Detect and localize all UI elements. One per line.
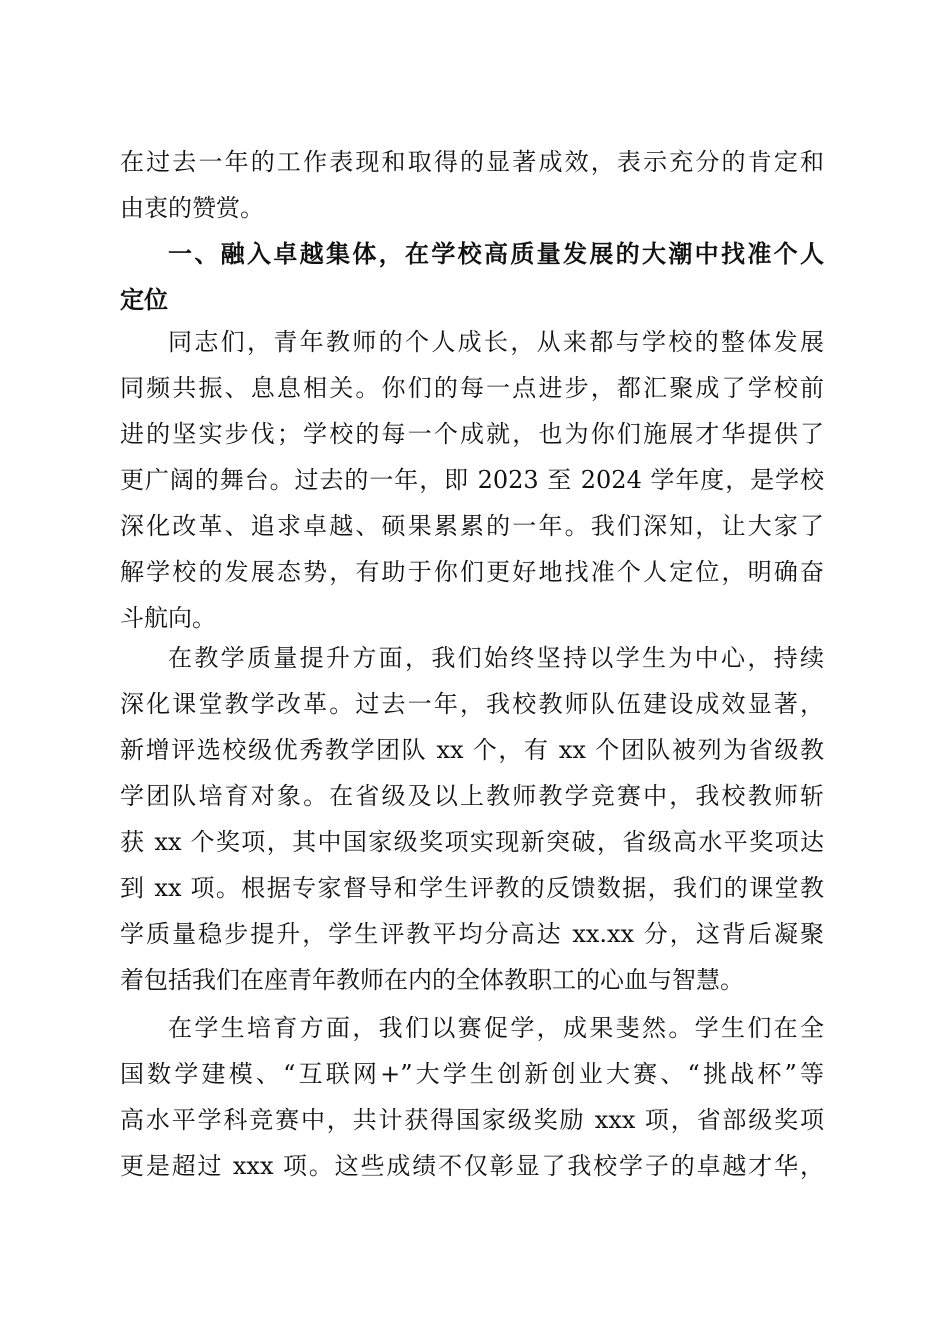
text-line: 由衷的赞赏。 [120,194,264,222]
text-line: 更是超过 xxx 项。这些成绩不仅彰显了我校学子的卓越才华， [120,1152,824,1180]
section-heading: 定位 [120,286,168,314]
text-line: 新增评选校级优秀教学团队 xx 个，有 xx 个团队被列为省级教 [120,736,824,764]
text-line: 国数学建模、“互联网+”大学生创新创业大赛、“挑战杯”等 [120,1060,824,1088]
text-line: 同频共振、息息相关。你们的每一点进步，都汇聚成了学校前 [120,374,824,402]
text-line: 同志们，青年教师的个人成长，从来都与学校的整体发展 [168,328,824,356]
text-line: 学团队培育对象。在省级及以上教师教学竞赛中，我校教师斩 [120,782,824,810]
text-line: 解学校的发展态势，有助于你们更好地找准个人定位，明确奋 [120,558,824,586]
text-line: 着包括我们在座青年教师在内的全体教职工的心血与智慧。 [120,966,744,994]
section-heading: 一、融入卓越集体，在学校高质量发展的大潮中找准个人 [168,240,824,268]
text-line: 到 xx 项。根据专家督导和学生评教的反馈数据，我们的课堂教 [120,874,824,902]
text-line: 更广阔的舞台。过去的一年，即 2023 至 2024 学年度，是学校 [120,466,824,494]
text-line: 斗航向。 [120,604,216,632]
text-line: 在过去一年的工作表现和取得的显著成效，表示充分的肯定和 [120,148,824,176]
text-line: 在教学质量提升方面，我们始终坚持以学生为中心，持续 [168,644,824,672]
text-line: 进的坚实步伐；学校的每一个成就，也为你们施展才华提供了 [120,420,824,448]
text-line: 获 xx 个奖项，其中国家级奖项实现新突破，省级高水平奖项达 [120,828,824,856]
text-line: 学质量稳步提升，学生评教平均分高达 xx.xx 分，这背后凝聚 [120,920,824,948]
text-line: 深化课堂教学改革。过去一年，我校教师队伍建设成效显著， [120,690,824,718]
text-line: 在学生培育方面，我们以赛促学，成果斐然。学生们在全 [168,1014,824,1042]
text-line: 深化改革、追求卓越、硕果累累的一年。我们深知，让大家了 [120,512,824,540]
text-line: 高水平学科竞赛中，共计获得国家级奖励 xxx 项，省部级奖项 [120,1106,824,1134]
